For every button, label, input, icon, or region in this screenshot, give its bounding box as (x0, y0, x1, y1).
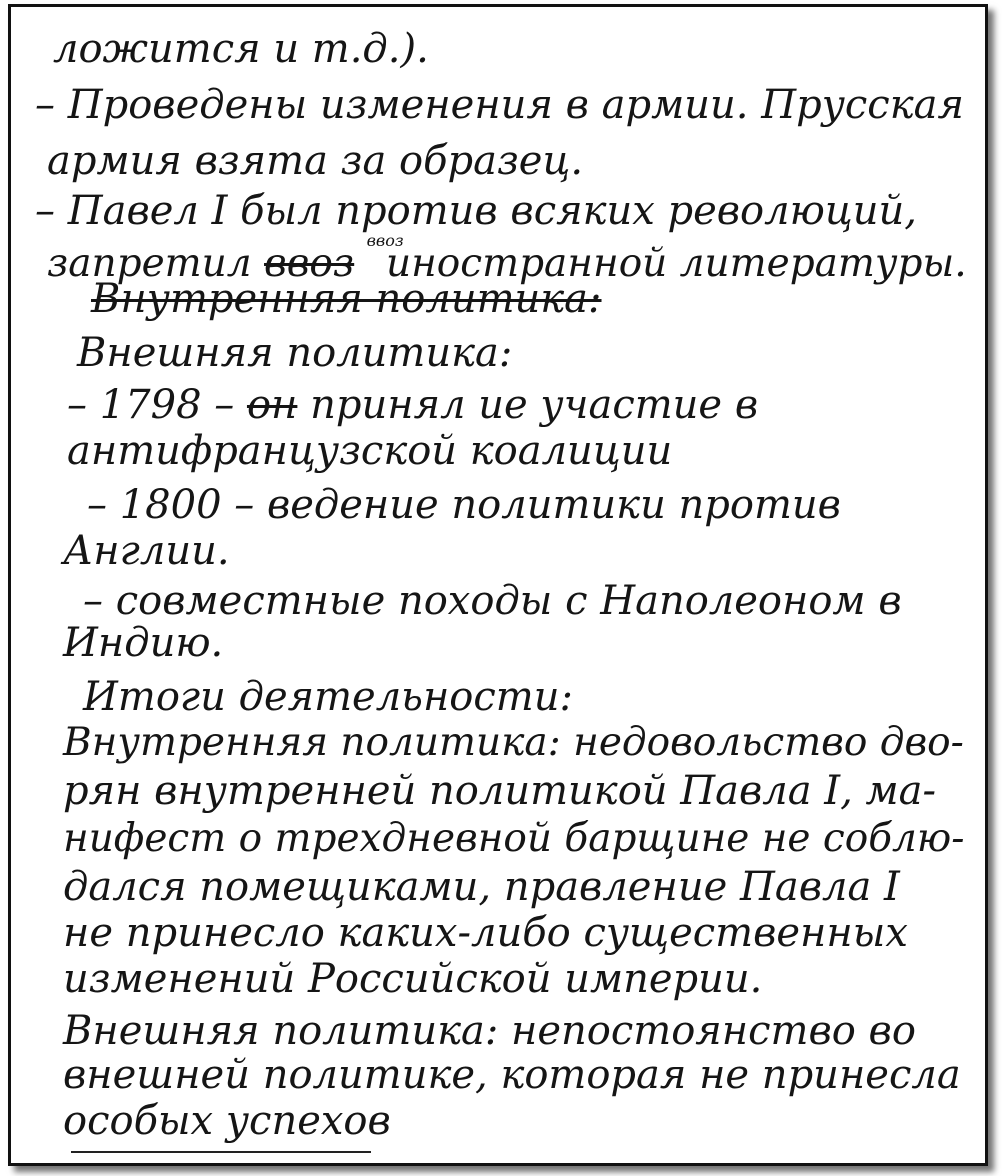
underline-stroke (71, 1151, 371, 1153)
struck-word: ввоз (264, 241, 355, 286)
note-line: Внешняя политика: непостоянство во (63, 1008, 916, 1054)
notebook-page (8, 4, 988, 1166)
section-heading: Внешняя политика: (77, 330, 513, 376)
note-line: особых успехов (63, 1098, 391, 1144)
note-line: ложится и т.д.). (53, 26, 429, 72)
note-line: внешней политике, которая не принесла (63, 1052, 961, 1098)
note-line: Индию. (63, 620, 224, 666)
note-line: рян внутренней политикой Павла I, ма- (63, 768, 937, 814)
note-line: нифест о трехдневной барщине не соблю- (63, 816, 965, 861)
section-heading: Итоги деятельности: (83, 674, 573, 720)
note-line: армия взята за образец. (47, 138, 584, 184)
note-line: – Проведены изменения в армии. Прусская (35, 82, 964, 128)
handwritten-notes (11, 7, 985, 1163)
note-text: – 1798 – (67, 382, 235, 428)
struck-heading: Внутренняя политика: (91, 276, 602, 322)
note-line (67, 382, 759, 428)
struck-word: он (246, 382, 298, 428)
inserted-word: ввоз (366, 231, 404, 250)
note-text: принял ие участие в (310, 382, 759, 428)
note-line: изменений Российской империи. (63, 956, 763, 1002)
note-line: – 1800 – ведение политики против (87, 482, 841, 528)
note-line: Внутренняя политика: недовольство дво- (63, 720, 964, 765)
note-line: Англии. (63, 528, 230, 574)
note-text: иностранной литературы. (385, 241, 967, 286)
note-line: не принесло каких-либо существенных (63, 910, 908, 956)
note-text: запретил (47, 241, 252, 286)
note-line: – совместные походы с Наполеоном в (83, 578, 902, 624)
note-line: дался помещиками, правление Павла I (63, 864, 900, 910)
note-line: антифранцузской коалиции (67, 428, 673, 474)
note-line: – Павел I был против всяких революций, (35, 188, 917, 234)
